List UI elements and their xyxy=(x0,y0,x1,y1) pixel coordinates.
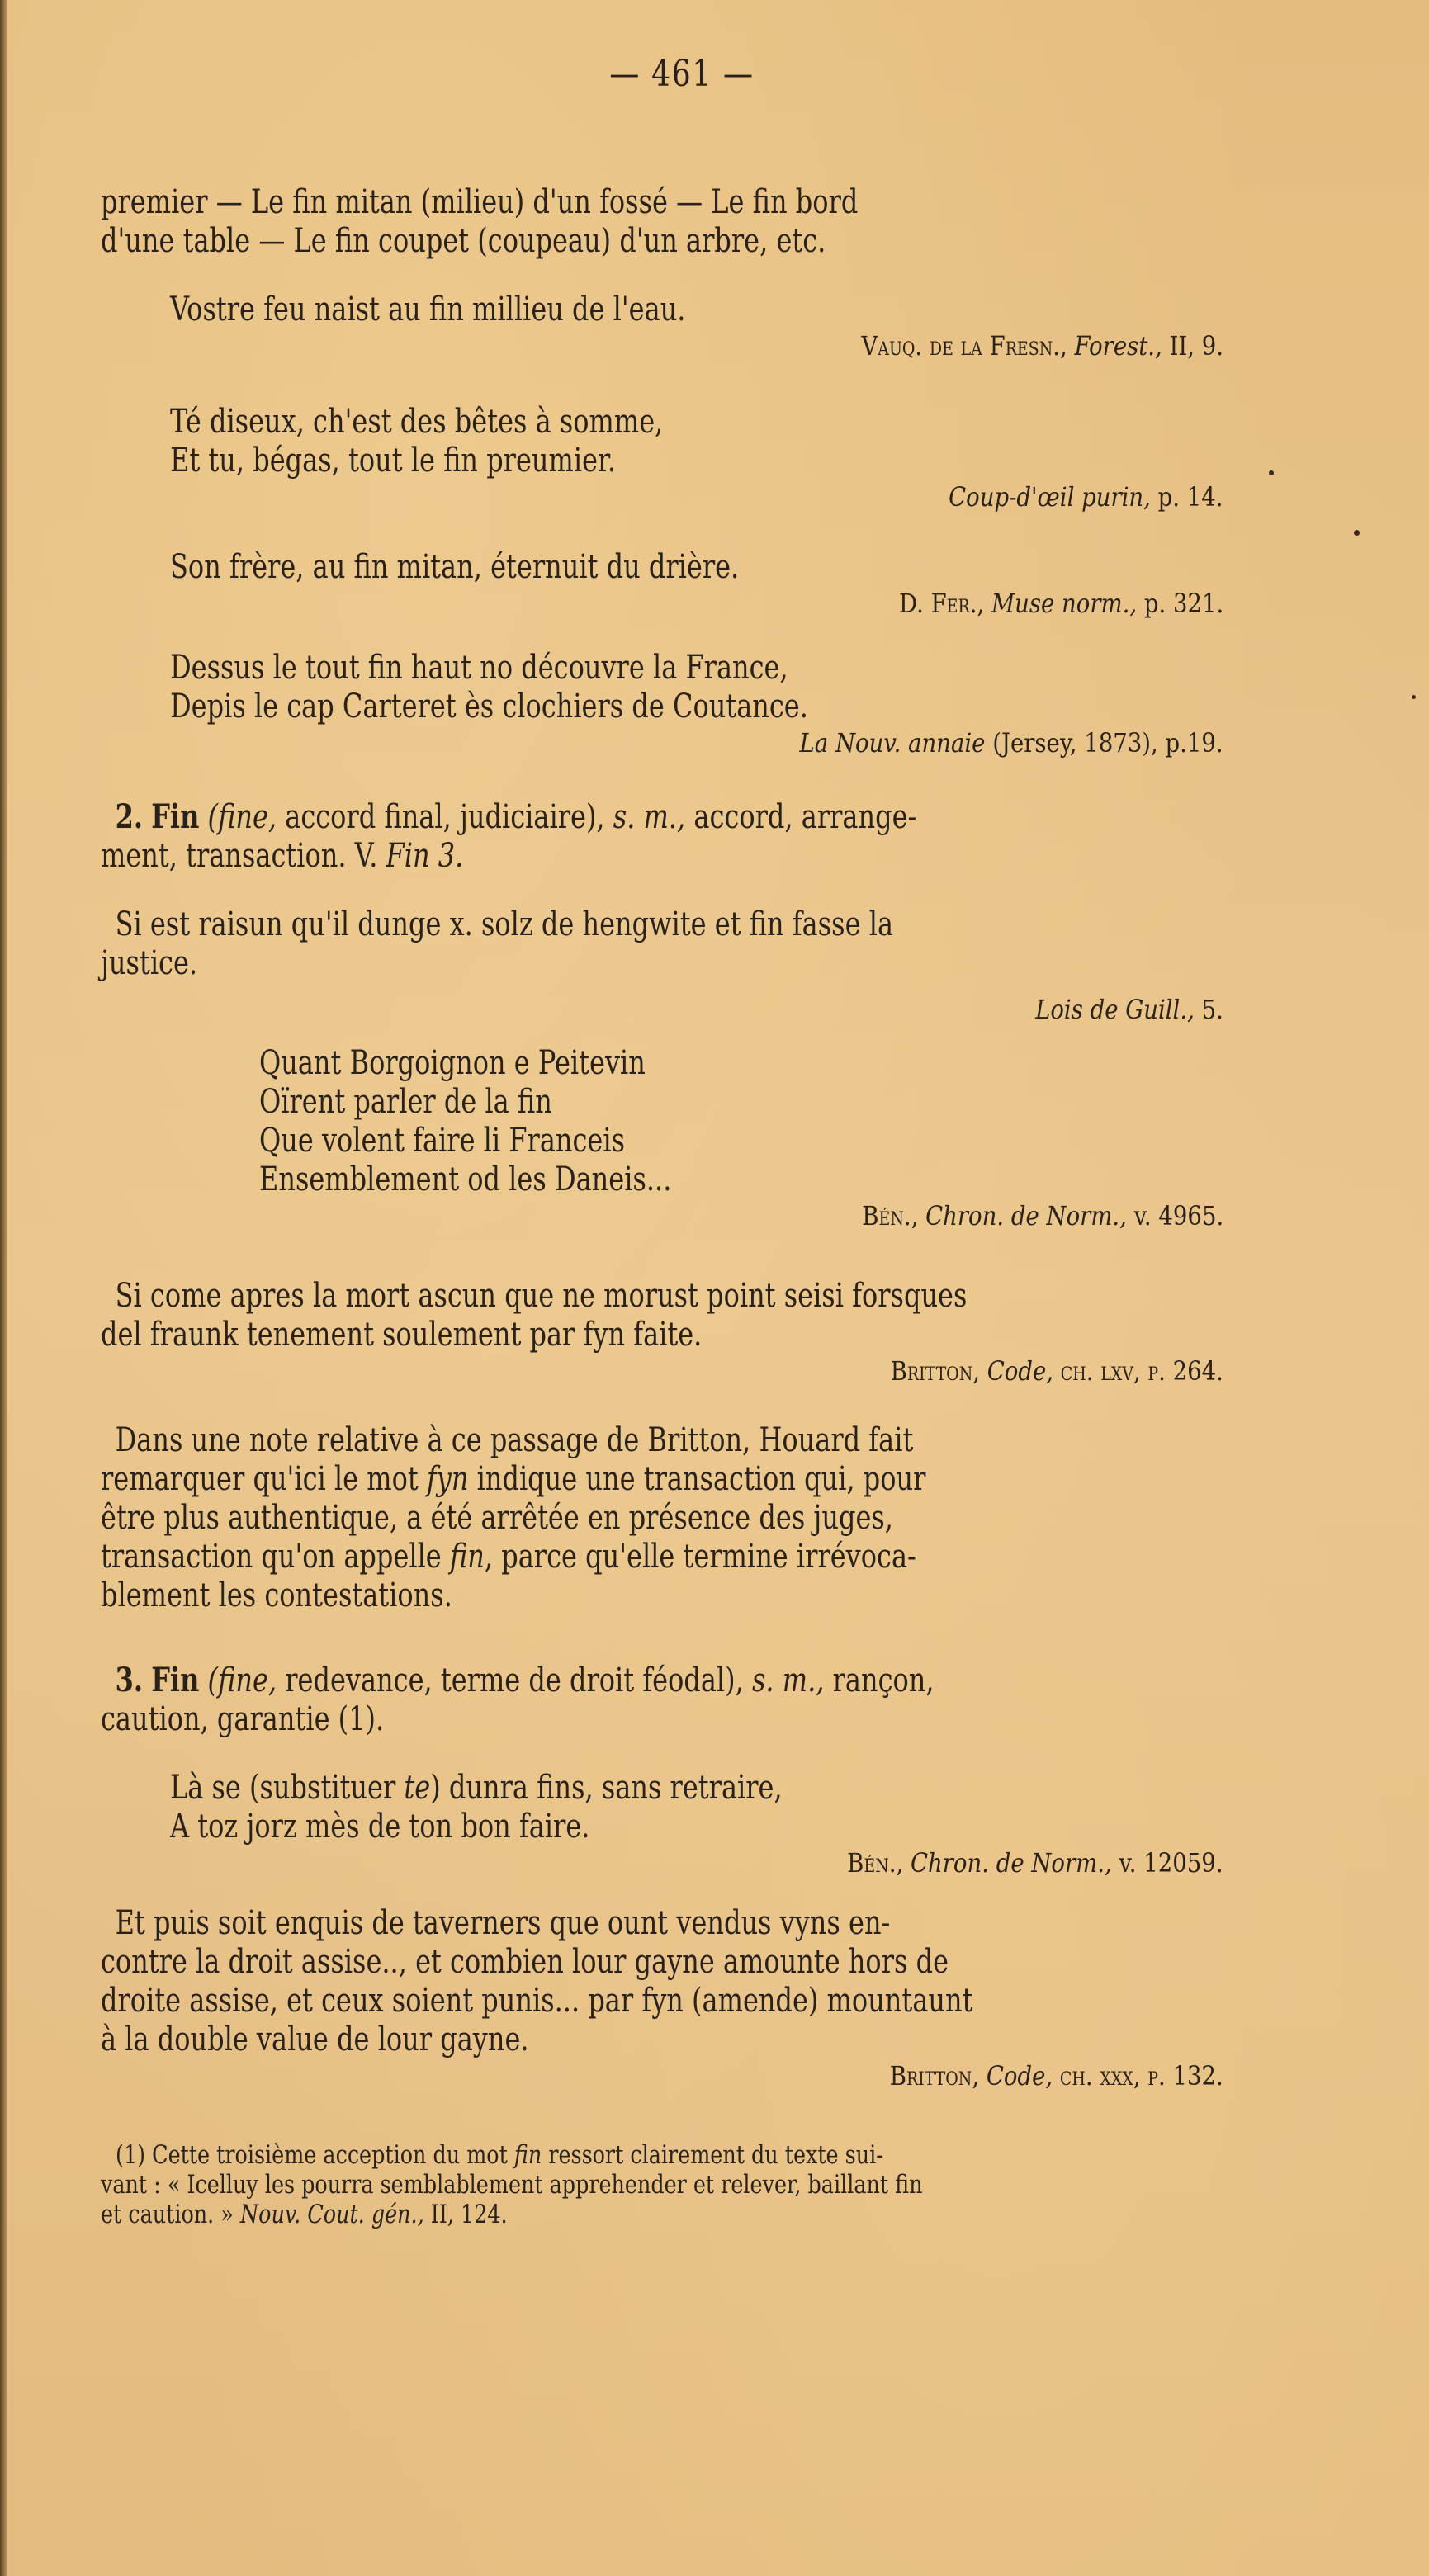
verse-line: Et tu, bégas, tout le fin preumier. xyxy=(170,442,616,480)
citation: La Nouv. annaie (Jersey, 1873), p.19. xyxy=(799,727,1223,759)
verse-line: Depis le cap Carteret ès clochiers de Coutance. xyxy=(170,688,808,726)
verse-line: Son frère, au fin mitan, éternuit du drière. xyxy=(170,548,740,586)
quote-benoit-12059 xyxy=(101,1769,1263,1879)
citation: Coup-d'œil purin, p. 14. xyxy=(949,481,1223,513)
page-number: — 461 — xyxy=(609,53,755,95)
text-line: Si est raisun qu'il dunge x. solz de hengwite et fin fasse la xyxy=(115,905,894,943)
citation: Vauq. de la Fresn., Forest., II, 9. xyxy=(861,330,1223,362)
quote-lois-guill xyxy=(101,905,1263,1026)
citation: Lois de Guill., 5. xyxy=(1035,994,1223,1025)
paragraph-houard xyxy=(101,1421,1263,1615)
citation: Britton, Code, ch. lxv, p. 264. xyxy=(890,1355,1223,1387)
text-line: remarquer qu'ici le mot fyn indique une transaction qui, pour xyxy=(101,1460,926,1498)
entry-fin-2 xyxy=(101,797,1263,876)
text-line: blement les contestations. xyxy=(101,1576,452,1614)
text-line: Dans une note relative à ce passage de Britton, Houard fait xyxy=(115,1421,914,1459)
verse-line: A toz jorz mès de ton bon faire. xyxy=(170,1808,590,1846)
citation: D. Fer., Muse norm., p. 321. xyxy=(898,588,1223,619)
text-line: Si come apres la mort ascun que ne morust point seisi forsques xyxy=(115,1277,968,1315)
verse-line: Là se (substituer te) dunra fins, sans retraire, xyxy=(170,1769,783,1807)
verse-line: Ensemblement od les Daneis... xyxy=(259,1160,672,1198)
quote-benoit-4965 xyxy=(101,1044,1263,1232)
verse-line: Oïrent parler de la fin xyxy=(259,1083,552,1121)
entry-headline: 2. Fin (fine, accord final, judiciaire), s. m., accord, arrange- xyxy=(115,797,917,836)
entry-fin-3 xyxy=(101,1661,1263,1739)
paper-speck xyxy=(1269,470,1274,475)
quote-britton-132 xyxy=(101,1904,1263,2092)
quote-vauquelin xyxy=(101,291,1263,362)
cross-reference: Fin 3. xyxy=(386,837,464,875)
text-line: droite assise, et ceux soient punis... par fyn (amende) mountaunt xyxy=(101,1982,973,2020)
text-line: Et puis soit enquis de taverners que ount vendus vyns en- xyxy=(115,1904,891,1942)
verse-line: Que volent faire li Franceis xyxy=(259,1122,626,1160)
footnote xyxy=(101,2140,1263,2229)
text-line: premier — Le fin mitan (milieu) d'un fossé — Le fin bord xyxy=(101,183,859,221)
verse-line: Dessus le tout fin haut no découvre la France, xyxy=(170,649,788,687)
headword: Fin xyxy=(151,797,200,836)
text-line: justice. xyxy=(101,944,198,982)
text-line: transaction qu'on appelle fin, parce qu'elle termine irrévoca- xyxy=(101,1538,916,1576)
citation: Bén., Chron. de Norm., v. 12059. xyxy=(847,1847,1223,1879)
quote-britton-264 xyxy=(101,1277,1263,1387)
citation: Bén., Chron. de Norm., v. 4965. xyxy=(862,1200,1223,1231)
headword: Fin xyxy=(151,1661,200,1699)
text-line: del fraunk tenement soulement par fyn faite. xyxy=(101,1316,703,1354)
footnote-line: et caution. » Nouv. Cout. gén., II, 124. xyxy=(101,2200,508,2229)
verse-line: Vostre feu naist au fin millieu de l'eau. xyxy=(170,291,686,328)
text-line: d'une table — Le fin coupet (coupeau) d'un arbre, etc. xyxy=(101,222,826,260)
quote-nouv-annaie xyxy=(101,649,1263,759)
verse-line: Té diseux, ch'est des bêtes à somme, xyxy=(170,403,664,441)
footnote-line: vant : « Icelluy les pourra semblablement apprehender et relever, baillant fin xyxy=(101,2170,923,2200)
text-line: caution, garantie (1). xyxy=(101,1700,385,1738)
text-line: être plus authentique, a été arrêtée en présence des juges, xyxy=(101,1499,893,1537)
entry-headline: 3. Fin (fine, redevance, terme de droit féodal), s. m., rançon, xyxy=(115,1661,935,1699)
paragraph-top xyxy=(101,183,1263,261)
quote-coup-doeil xyxy=(101,403,1263,513)
text-line: ment, transaction. V. Fin 3. xyxy=(101,837,464,875)
paper-speck xyxy=(1412,695,1416,699)
paper-speck xyxy=(1354,530,1360,536)
book-binding-edge xyxy=(0,0,7,2576)
quote-ferrand xyxy=(101,548,1263,620)
footnote-line: (1) Cette troisième acception du mot fin ressort clairement du texte sui- xyxy=(116,2140,883,2170)
verse-line: Quant Borgoignon e Peitevin xyxy=(259,1044,646,1082)
text-line: contre la droit assise.., et combien lour gayne amounte hors de xyxy=(101,1943,949,1981)
text-line: à la double value de lour gayne. xyxy=(101,2021,529,2058)
citation: Britton, Code, ch. xxx, p. 132. xyxy=(890,2060,1223,2092)
